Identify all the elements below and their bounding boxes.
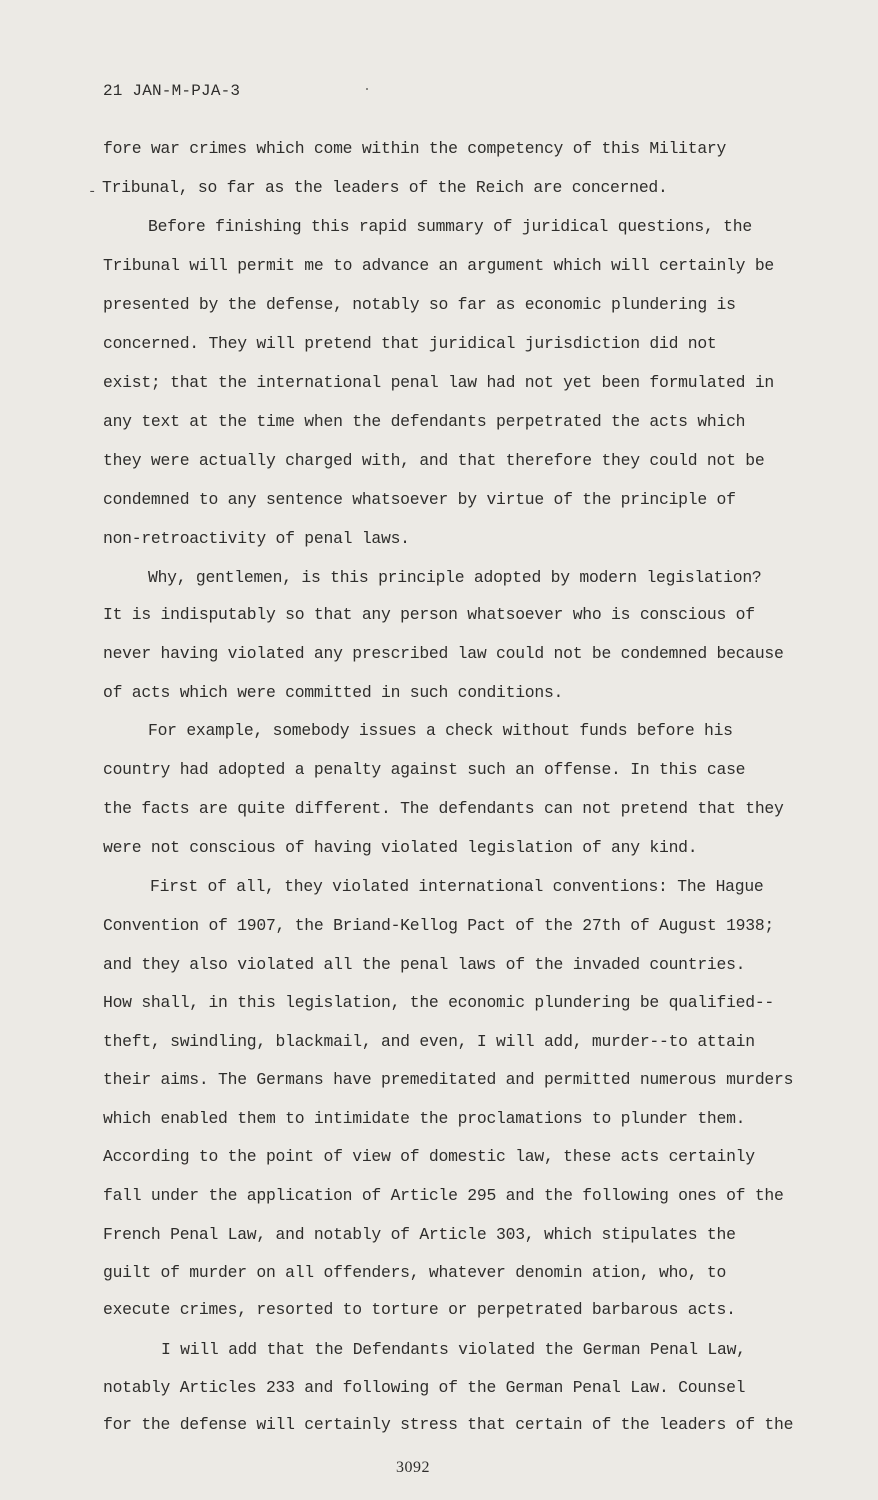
text-line: Tribunal will permit me to advance an argument which will certainly be: [103, 256, 775, 275]
text-line: concerned. They will pretend that juridical jurisdiction did not: [103, 334, 717, 353]
text-line: and they also violated all the penal laws of the invaded countries.: [103, 955, 746, 974]
text-line: notably Articles 233 and following of the German Penal Law. Counsel: [103, 1378, 746, 1397]
text-line: the facts are quite different. The defendants can not pretend that they: [103, 799, 784, 818]
text-line: theft, swindling, blackmail, and even, I will add, murder--to attain: [103, 1032, 755, 1051]
text-line: for the defense will certainly stress that certain of the leaders of the: [103, 1415, 794, 1434]
document-header-id: 21 JAN-M-PJA-3: [103, 82, 241, 100]
text-line: were not conscious of having violated legislation of any kind.: [103, 838, 698, 857]
text-line: presented by the defense, notably so far as economic plundering is: [103, 295, 736, 314]
text-line: Why, gentlemen, is this principle adopted by modern legislation?: [148, 568, 762, 587]
text-line: any text at the time when the defendants perpetrated the acts which: [103, 412, 746, 431]
text-line: guilt of murder on all offenders, whatever denomin ation, who, to: [103, 1263, 727, 1282]
text-line: I will add that the Defendants violated the German Penal Law,: [161, 1340, 746, 1359]
text-line: It is indisputably so that any person whatsoever who is conscious of: [103, 605, 755, 624]
text-line: For example, somebody issues a check without funds before his: [148, 721, 733, 740]
text-line: never having violated any prescribed law could not be condemned because: [103, 644, 784, 663]
text-line: First of all, they violated international conventions: The Hague: [150, 877, 764, 896]
text-line: Convention of 1907, the Briand-Kellog Pact of the 27th of August 1938;: [103, 916, 775, 935]
text-line: Tribunal, so far as the leaders of the Reich are concerned.: [102, 178, 668, 197]
text-line: of acts which were committed in such conditions.: [103, 683, 564, 702]
text-line: French Penal Law, and notably of Article 303, which stipulates the: [103, 1225, 736, 1244]
text-line: fore war crimes which come within the competency of this Military: [103, 139, 727, 158]
text-line: condemned to any sentence whatsoever by virtue of the principle of: [103, 490, 736, 509]
text-line: execute crimes, resorted to torture or perpetrated barbarous acts.: [103, 1300, 736, 1319]
text-line: they were actually charged with, and that therefore they could not be: [103, 451, 765, 470]
text-line: fall under the application of Article 295 and the following ones of the: [103, 1186, 784, 1205]
page-number: 3092: [396, 1459, 430, 1476]
text-line: How shall, in this legislation, the economic plundering be qualified--: [103, 993, 775, 1012]
text-line: which enabled them to intimidate the proclamations to plunder them.: [103, 1109, 746, 1128]
text-line: Before finishing this rapid summary of juridical questions, the: [148, 217, 752, 236]
text-line: country had adopted a penalty against such an offense. In this case: [103, 760, 746, 779]
text-line: exist; that the international penal law had not yet been formulated in: [103, 373, 775, 392]
margin-mark: -: [88, 184, 97, 200]
stray-mark: [366, 88, 368, 90]
text-line: non-retroactivity of penal laws.: [103, 529, 410, 548]
text-line: their aims. The Germans have premeditated and permitted numerous murders: [103, 1070, 794, 1089]
text-line: According to the point of view of domestic law, these acts certainly: [103, 1147, 755, 1166]
